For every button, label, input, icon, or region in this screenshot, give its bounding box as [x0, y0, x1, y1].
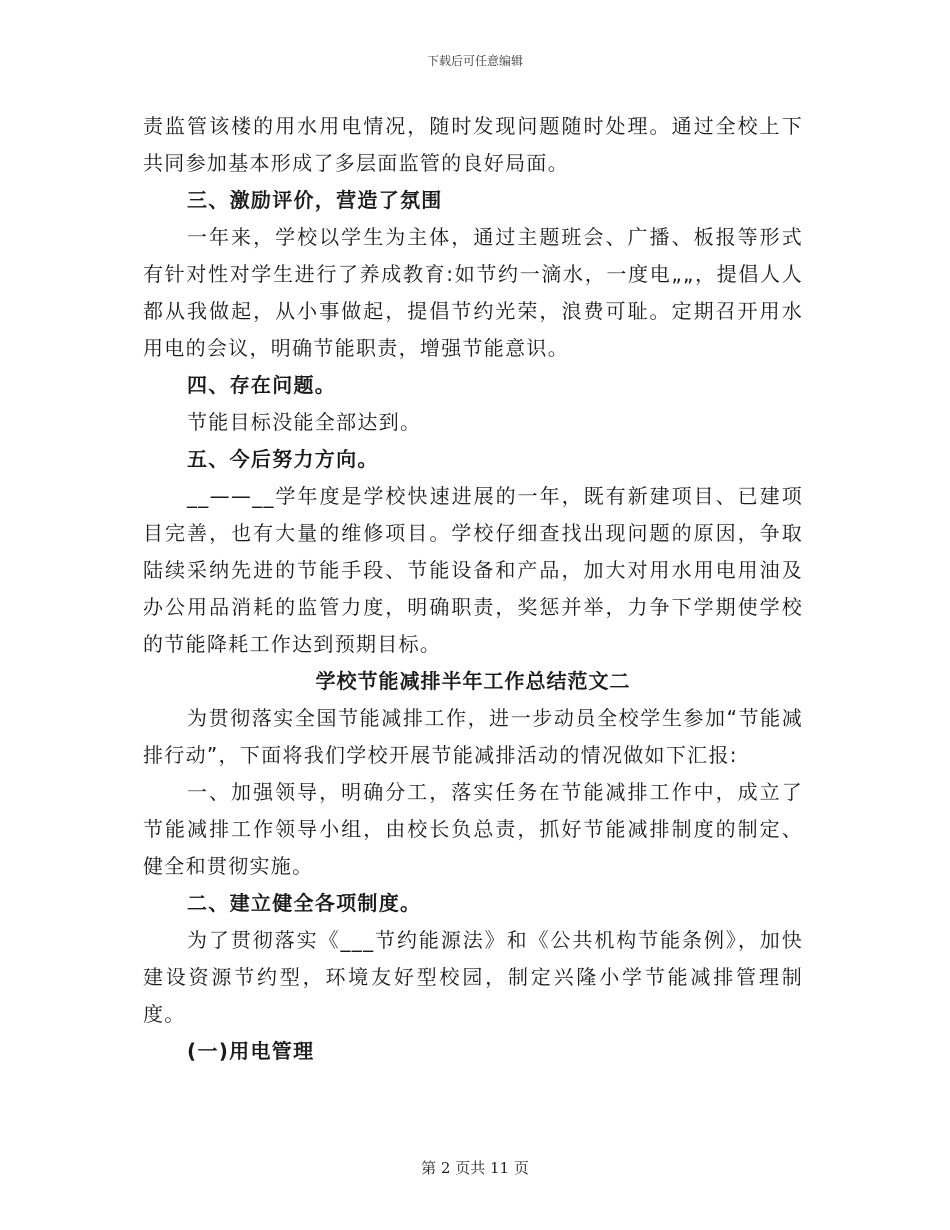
document-title: 学校节能减排半年工作总结范文二	[315, 669, 631, 693]
subsection-heading: (一)用电管理	[187, 1039, 315, 1063]
section-heading: 三、激励评价，营造了氛围	[187, 188, 443, 212]
document-body	[143, 108, 803, 1070]
page-header-note: 下载后可任意编辑	[426, 54, 523, 68]
section-heading: 五、今后努力方向。	[187, 447, 379, 471]
body-paragraph: 节能目标没能全部达到。	[187, 410, 422, 434]
body-paragraph: 为贯彻落实全国节能减排工作，进一步动员全校学生参加“节能减排行动”，下面将我们学校开展节能减排活动的情况做如下汇报:	[143, 706, 803, 767]
section-heading: 四、存在问题。	[187, 373, 337, 397]
page-number: 第 2 页共 11 页	[421, 1159, 529, 1177]
body-paragraph: 责监管该楼的用水用电情况，随时发现问题随时处理。通过全校上下共同参加基本形成了多层面监管的良好局面。	[143, 114, 803, 175]
section-heading: 二、建立健全各项制度。	[187, 891, 422, 915]
body-paragraph: 一年来，学校以学生为主体，通过主题班会、广播、板报等形式有针对性对学生进行了养成教育:如节约一滴水，一度电„„，提倡人人都从我做起，从小事做起，提倡节约光荣，浪费可耻。定期召开用水用电的会议，明确节能职责，增强节能意识。	[143, 225, 803, 360]
body-paragraph: __——__学年度是学校快速进展的一年，既有新建项目、已建项目完善，也有大量的维修项目。学校仔细查找出现问题的原因，争取陆续采纳先进的节能手段、节能设备和产品，加大对用水用电用油及办公用品消耗的监管力度，明确职责，奖惩并举，力争下学期使学校的节能降耗工作达到预期目标。	[143, 484, 803, 656]
body-paragraph: 一、加强领导，明确分工，落实任务在节能减排工作中，成立了节能减排工作领导小组，由校长负总责，抓好节能减排制度的制定、健全和贯彻实施。	[143, 780, 803, 878]
body-paragraph: 为了贯彻落实《___节约能源法》和《公共机构节能条例》，加快建设资源节约型，环境友好型校园，制定兴隆小学节能减排管理制度。	[143, 928, 803, 1026]
